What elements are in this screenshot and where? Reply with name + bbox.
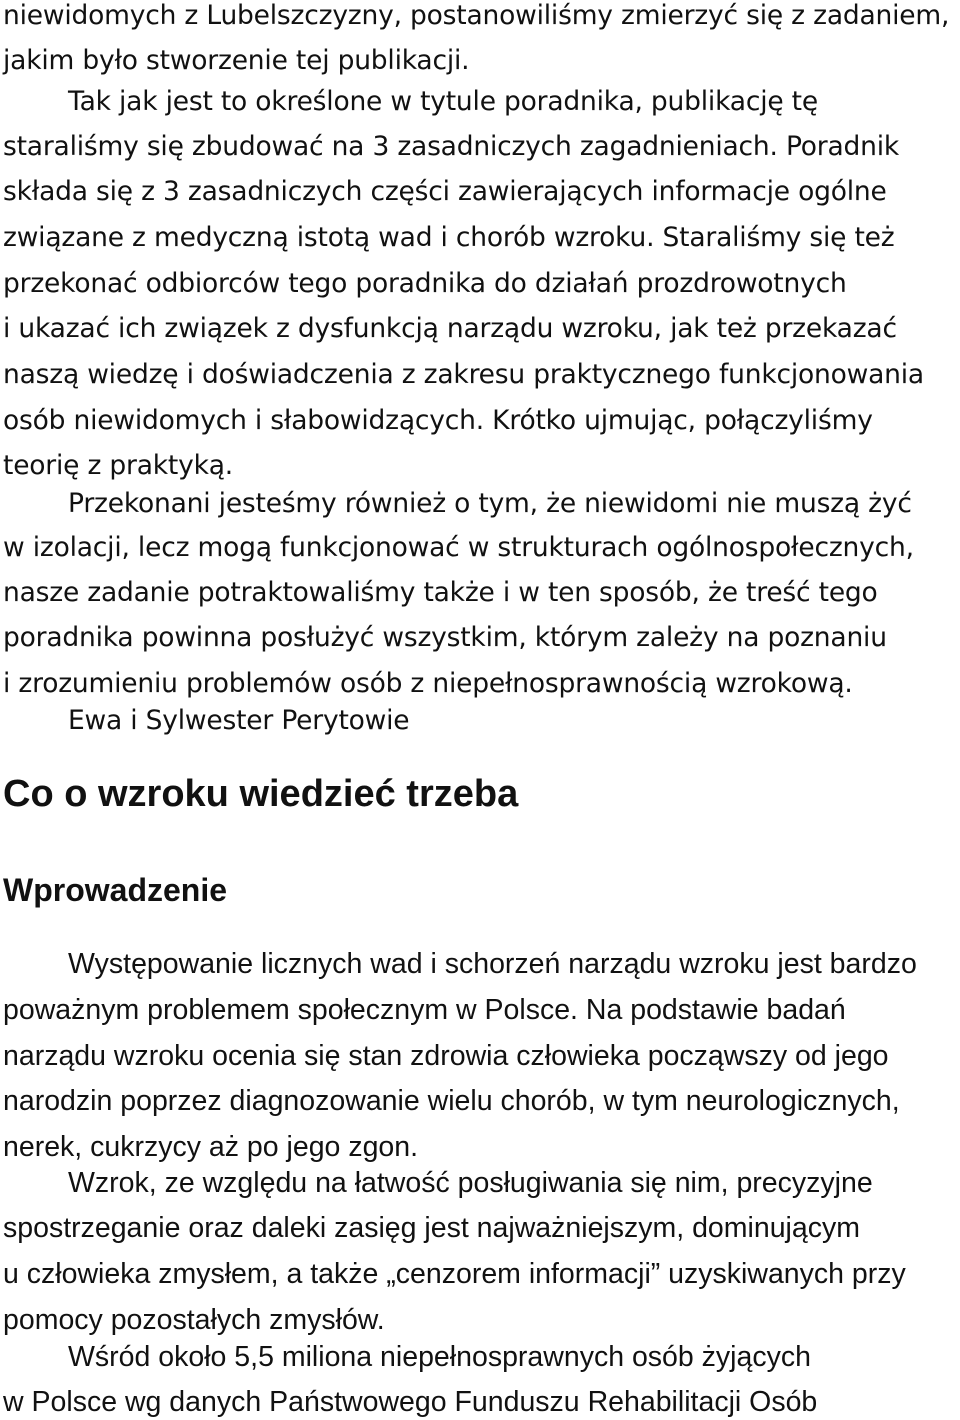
text-line: staraliśmy się zbudować na 3 zasadniczych zagadnieniach. Poradnik (3, 131, 900, 162)
text-line: osób niewidomych i słabowidzących. Krótko ujmując, połączyliśmy (3, 405, 873, 436)
text-line: poradnika powinna posłużyć wszystkim, którym zależy na poznaniu (3, 622, 887, 653)
text-line: Przekonani jesteśmy również o tym, że niewidomi nie muszą żyć (68, 488, 912, 519)
text-line: nerek, cukrzycy aż po jego zgon. (3, 1131, 419, 1163)
text-line: nasze zadanie potraktowaliśmy także i w ten sposób, że treść tego (3, 577, 878, 608)
text-line: i zrozumieniu problemów osób z niepełnosprawnością wzrokową. (3, 668, 853, 699)
text-line: związane z medyczną istotą wad i chorób wzroku. Staraliśmy się też (3, 222, 895, 253)
text-line: Tak jak jest to określone w tytule poradnika, publikację tę (68, 86, 818, 117)
text-line: w izolacji, lecz mogą funkcjonować w strukturach ogólnospołecznych, (3, 532, 914, 563)
text-line: u człowieka zmysłem, a także „cenzorem informacji” uzyskiwanych przy (3, 1258, 906, 1290)
text-line: Występowanie licznych wad i schorzeń narządu wzroku jest bardzo (68, 948, 917, 980)
text-line: teorię z praktyką. (3, 450, 234, 481)
text-line: narządu wzroku ocenia się stan zdrowia człowieka począwszy od jego (3, 1040, 889, 1072)
text-line: składa się z 3 zasadniczych części zawierających informacje ogólne (3, 176, 887, 207)
text-line: naszą wiedzę i doświadczenia z zakresu praktycznego funkcjonowania (3, 359, 924, 390)
text-line: pomocy pozostałych zmysłów. (3, 1304, 385, 1336)
text-line: spostrzeganie oraz daleki zasięg jest najważniejszym, dominującym (3, 1212, 860, 1244)
text-line: w Polsce wg danych Państwowego Funduszu Rehabilitacji Osób (3, 1386, 818, 1418)
text-line: niewidomych z Lubelszczyzny, postanowiliśmy zmierzyć się z zadaniem, (3, 0, 950, 31)
chapter-title: Co o wzroku wiedzieć trzeba (3, 773, 519, 815)
text-line: Wzrok, ze względu na łatwość posługiwania się nim, precyzyjne (68, 1167, 873, 1199)
text-line: przekonać odbiorców tego poradnika do działań prozdrowotnych (3, 268, 847, 299)
signature: Ewa i Sylwester Perytowie (68, 705, 410, 736)
text-line: Wśród około 5,5 miliona niepełnosprawnych osób żyjących (68, 1341, 811, 1373)
text-line: poważnym problemem społecznym w Polsce. Na podstawie badań (3, 994, 846, 1026)
text-line: i ukazać ich związek z dysfunkcją narządu wzroku, jak też przekazać (3, 313, 897, 344)
section-title: Wprowadzenie (3, 872, 228, 908)
text-line: jakim było stworzenie tej publikacji. (3, 45, 470, 76)
text-line: narodzin poprzez diagnozowanie wielu chorób, w tym neurologicznych, (3, 1085, 900, 1117)
